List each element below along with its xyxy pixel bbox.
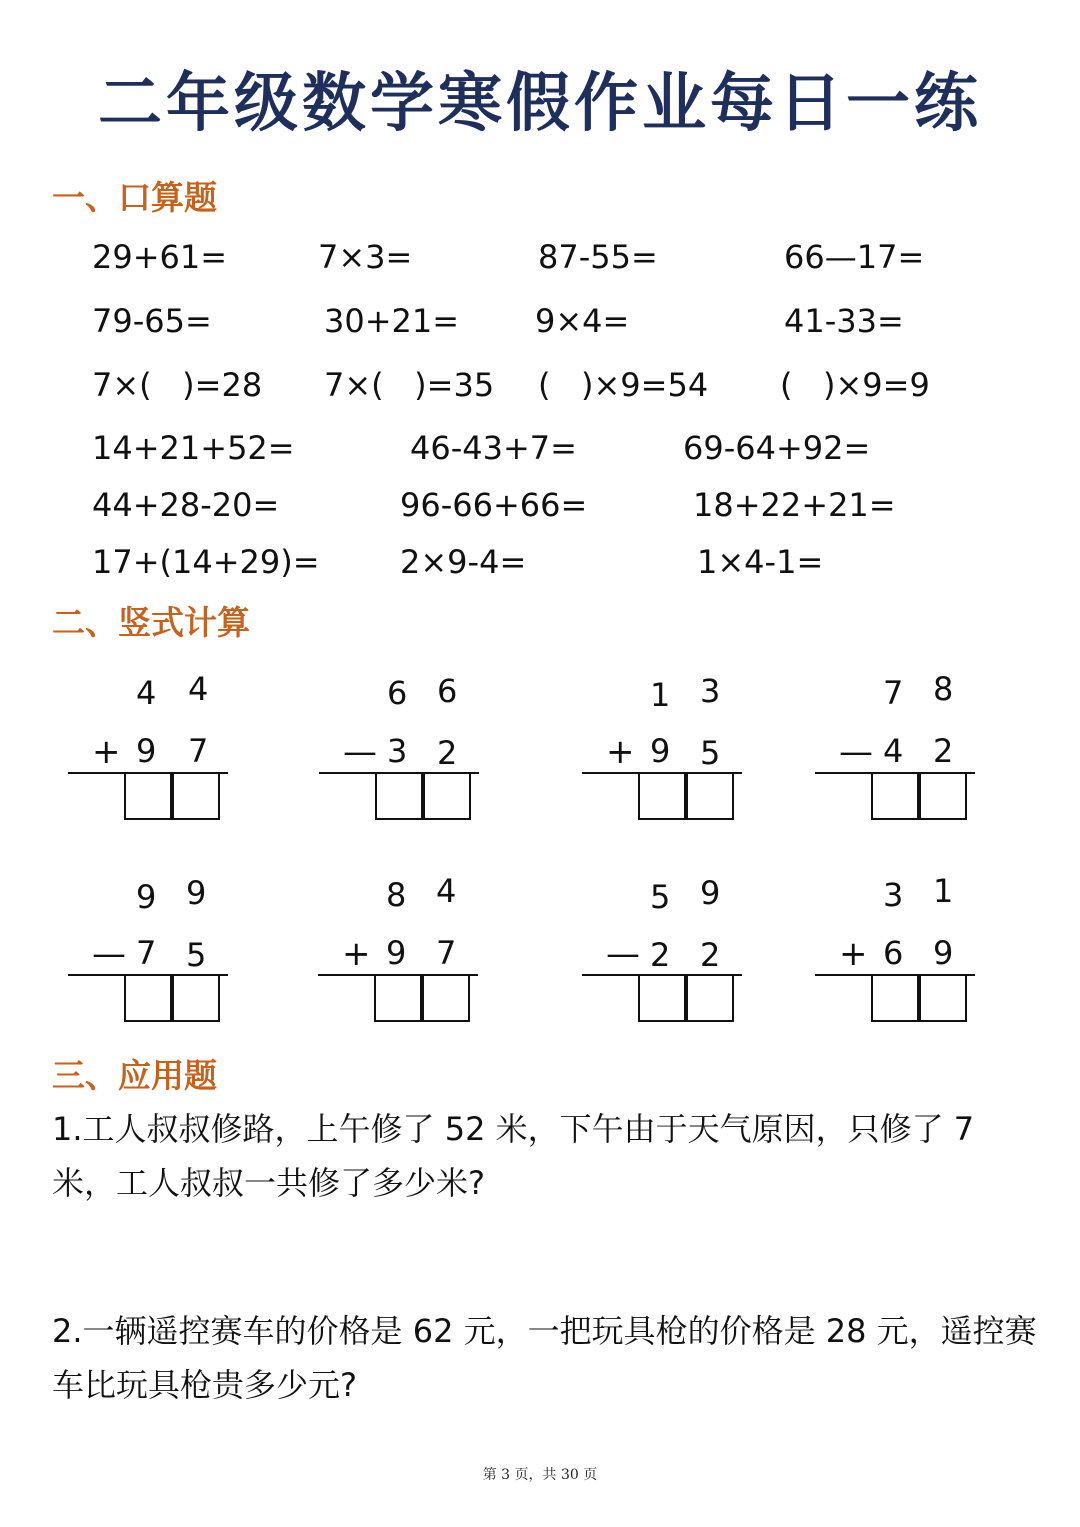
top-digit: 3	[883, 876, 904, 914]
bottom-digit: 9	[386, 934, 407, 972]
top-digit: 9	[136, 878, 157, 916]
bottom-digit: 4	[883, 732, 904, 770]
answer-box[interactable]	[422, 976, 470, 1022]
answer-box[interactable]	[374, 976, 422, 1022]
operator-sign: +	[92, 732, 121, 772]
vertical-problem	[68, 872, 228, 1032]
bottom-digit: 6	[883, 934, 904, 972]
word-problem-2: 2.一辆遥控赛车的价格是 62 元，一把玩具枪的价格是 28 元，遥控赛车比玩具枪贵多少元?	[52, 1312, 1037, 1404]
answer-box[interactable]	[423, 774, 471, 820]
vertical-problem	[318, 872, 478, 1032]
answer-box[interactable]	[172, 774, 220, 820]
answer-box[interactable]	[638, 774, 686, 820]
oral-expr: 14+21+52=	[92, 429, 295, 467]
oral-fill-blank: ( )×9=54	[538, 366, 709, 404]
oral-expr: 29+61=	[92, 238, 228, 276]
bottom-digit: 2	[700, 936, 721, 974]
operator-sign: —	[839, 732, 873, 772]
top-digit: 8	[386, 876, 407, 914]
vertical-problem	[815, 670, 975, 830]
oral-fill-blank: 7×( )=28	[92, 366, 263, 404]
bottom-digit: 9	[933, 934, 954, 972]
operator-sign: —	[606, 934, 640, 974]
oral-expr: 41-33=	[784, 302, 904, 340]
answer-box[interactable]	[124, 774, 172, 820]
oral-expr: 79-65=	[92, 302, 212, 340]
top-digit: 3	[700, 672, 721, 710]
oral-expr: 66—17=	[784, 238, 925, 276]
operator-sign: —	[343, 732, 377, 772]
top-digit: 5	[650, 878, 671, 916]
answer-box[interactable]	[686, 976, 734, 1022]
bottom-digit: 9	[136, 732, 157, 770]
operator-sign: +	[606, 732, 635, 772]
oral-expr: 44+28-20=	[92, 486, 280, 524]
oral-expr: 46-43+7=	[410, 429, 577, 467]
word-problem-1: 1.工人叔叔修路，上午修了 52 米，下午由于天气原因，只修了 7 米，工人叔叔一共修了多少米?	[52, 1110, 975, 1202]
answer-box[interactable]	[638, 976, 686, 1022]
answer-box[interactable]	[871, 774, 919, 820]
oral-expr: 69-64+92=	[683, 429, 871, 467]
answer-box[interactable]	[375, 774, 423, 820]
top-digit: 8	[933, 670, 954, 708]
answer-box[interactable]	[172, 976, 220, 1022]
vertical-problem	[582, 670, 742, 830]
top-digit: 6	[437, 672, 458, 710]
top-digit: 6	[387, 674, 408, 712]
vertical-problem	[68, 670, 228, 830]
top-digit: 7	[883, 674, 904, 712]
vertical-problem	[319, 670, 479, 830]
answer-box[interactable]	[686, 774, 734, 820]
oral-expr: 17+(14+29)=	[92, 543, 320, 581]
answer-box[interactable]	[871, 976, 919, 1022]
operator-sign: +	[342, 934, 371, 974]
top-digit: 9	[700, 874, 721, 912]
section-heading-vertical: 二、竖式计算	[52, 603, 250, 642]
answer-box[interactable]	[919, 976, 967, 1022]
section-heading-oral: 一、口算题	[52, 178, 217, 217]
bottom-digit: 3	[387, 732, 408, 770]
oral-expr: 9×4=	[535, 302, 630, 340]
oral-expr: 2×9-4=	[400, 543, 527, 581]
top-digit: 1	[933, 872, 954, 910]
answer-box[interactable]	[919, 774, 967, 820]
bottom-digit: 5	[186, 936, 207, 974]
bottom-digit: 2	[650, 936, 671, 974]
top-digit: 1	[650, 676, 671, 714]
bottom-digit: 7	[436, 934, 457, 972]
oral-expr: 96-66+66=	[400, 486, 588, 524]
bottom-digit: 2	[437, 734, 458, 772]
oral-expr: 30+21=	[324, 302, 460, 340]
top-digit: 4	[136, 674, 157, 712]
page-title: 二年级数学寒假作业每日一练	[98, 67, 982, 141]
oral-fill-blank: 7×( )=35	[324, 366, 495, 404]
vertical-problem	[815, 872, 975, 1032]
oral-fill-blank: ( )×9=9	[780, 366, 930, 404]
oral-expr: 87-55=	[538, 238, 658, 276]
bottom-digit: 2	[933, 732, 954, 770]
bottom-digit: 7	[136, 934, 157, 972]
oral-expr: 18+22+21=	[693, 486, 896, 524]
operator-sign: —	[92, 934, 126, 974]
bottom-digit: 7	[188, 732, 209, 770]
top-digit: 9	[186, 874, 207, 912]
operator-sign: +	[839, 934, 868, 974]
oral-expr: 7×3=	[318, 238, 413, 276]
bottom-digit: 9	[650, 732, 671, 770]
top-digit: 4	[436, 872, 457, 910]
answer-box[interactable]	[124, 976, 172, 1022]
section-heading-word: 三、应用题	[52, 1056, 217, 1095]
oral-expr: 1×4-1=	[697, 543, 824, 581]
page-number: 第 3 页，共 30 页	[482, 1467, 598, 1483]
vertical-problem	[582, 872, 742, 1032]
top-digit: 4	[188, 670, 209, 708]
bottom-digit: 5	[700, 734, 721, 772]
